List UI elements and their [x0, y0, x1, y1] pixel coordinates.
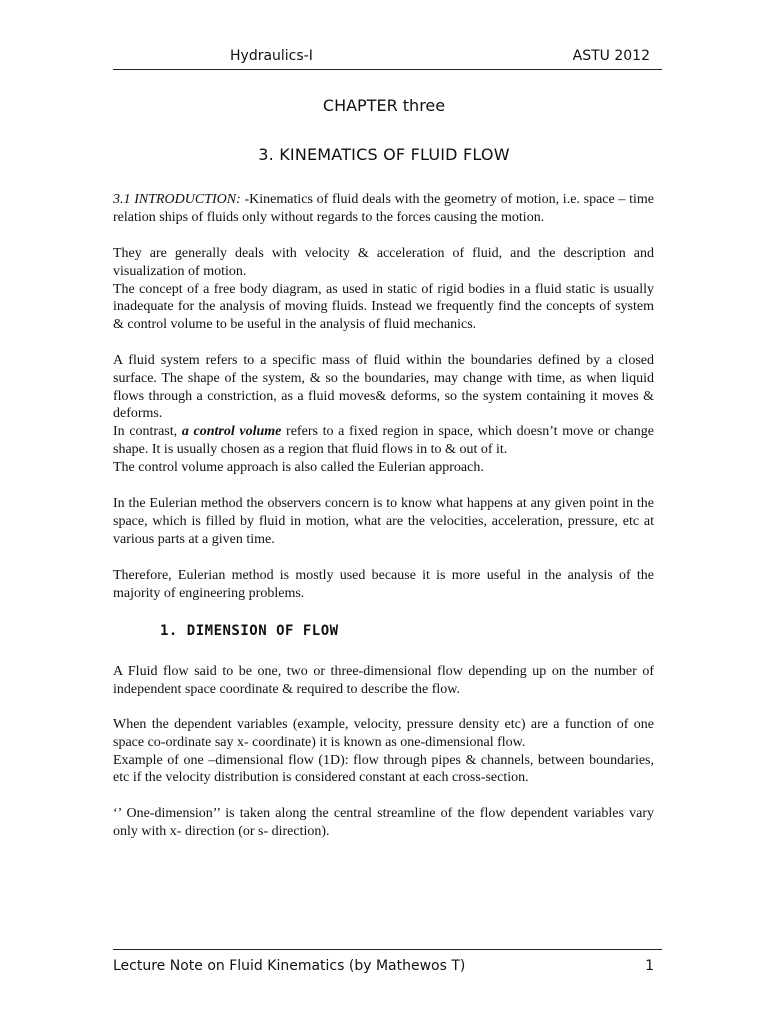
paragraph-free-body: The concept of a free body diagram, as used in static of rigid bodies in a fluid static is usually inadequate for the analysis of moving fluids. Instead we frequently find the concepts of system & control volume to be useful in the analysis of fluid mechanics. [113, 281, 654, 333]
chapter-title: 3. KINEMATICS OF FLUID FLOW [258, 145, 510, 164]
intro-text: -Kinematics of fluid deals with the geometry of motion, i.e. space – time relation ships of fluids only without regards to the forces causing the motion. [113, 192, 654, 225]
paragraph-eulerian-approach: The control volume approach is also called the Eulerian approach. [113, 459, 484, 475]
paragraph-streamline: ‘’ One-dimension’’ is taken along the central streamline of the flow dependent variables vary only with x- direction (or s- direction). [113, 806, 654, 839]
control-volume-term: a control volume [181, 424, 282, 440]
paragraph-one-dimensional-example: Example of one –dimensional flow (1D): flow through pipes & channels, between boundaries, etc if the velocity distribution is considered constant at each cross-section. [113, 752, 654, 786]
header-institution: ASTU 2012 [572, 48, 650, 64]
paragraph-eulerian-method: In the Eulerian method the observers concern is to know what happens at any given point in the space, which is filled by fluid in motion, what are the velocities, acceleration, pressure, etc at various parts at a given time. [113, 496, 654, 547]
page-number: 1 [645, 958, 654, 974]
paragraph-dimension-definition: A Fluid flow said to be one, two or three-dimensional flow depending up on the number of independent space coordinate & required to describe the flow. [113, 664, 654, 697]
paragraph-fluid-system [113, 352, 654, 477]
paragraph-velocity [113, 245, 654, 334]
page-header [113, 48, 662, 70]
chapter-heading: CHAPTER three [322, 96, 446, 115]
page-footer [113, 958, 662, 980]
header-course: Hydraulics-I [230, 48, 313, 64]
footer-rule [113, 949, 662, 950]
paragraph-one-dimensional-definition: When the dependent variables (example, velocity, pressure density etc) are a function of one space co-ordinate say x- coordinate) it is known as one-dimensional flow. [113, 717, 654, 750]
paragraph-one-dimensional [113, 716, 654, 787]
contrast-suffix: refers to a fixed region in space, which doesn’t move or change shape. It is usually chosen as a region that fluid flows in to & out of it. [113, 424, 654, 457]
footer-note: Lecture Note on Fluid Kinematics (by Mathewos T) [113, 958, 466, 974]
intro-paragraph [113, 191, 654, 227]
header-rule [113, 69, 662, 70]
paragraph-eulerian-usage: Therefore, Eulerian method is mostly used because it is more useful in the analysis of the majority of engineering problems. [113, 568, 654, 601]
contrast-prefix: In contrast, [113, 424, 182, 440]
intro-label: 3.1 INTRODUCTION: [113, 192, 241, 207]
paragraph-control-volume [113, 423, 654, 459]
section-heading-dimension: 1. DIMENSION OF FLOW [160, 623, 339, 639]
paragraph-system-definition: A fluid system refers to a specific mass of fluid within the boundaries defined by a closed surface. The shape of the system, & so the boundaries, may change with time, as when liquid flows through a constriction, as a fluid moves& deforms, so the system containing it moves & deforms. [113, 353, 654, 422]
paragraph-velocity-line1: They are generally deals with velocity & acceleration of fluid, and the description and visualization of motion. [113, 246, 654, 279]
